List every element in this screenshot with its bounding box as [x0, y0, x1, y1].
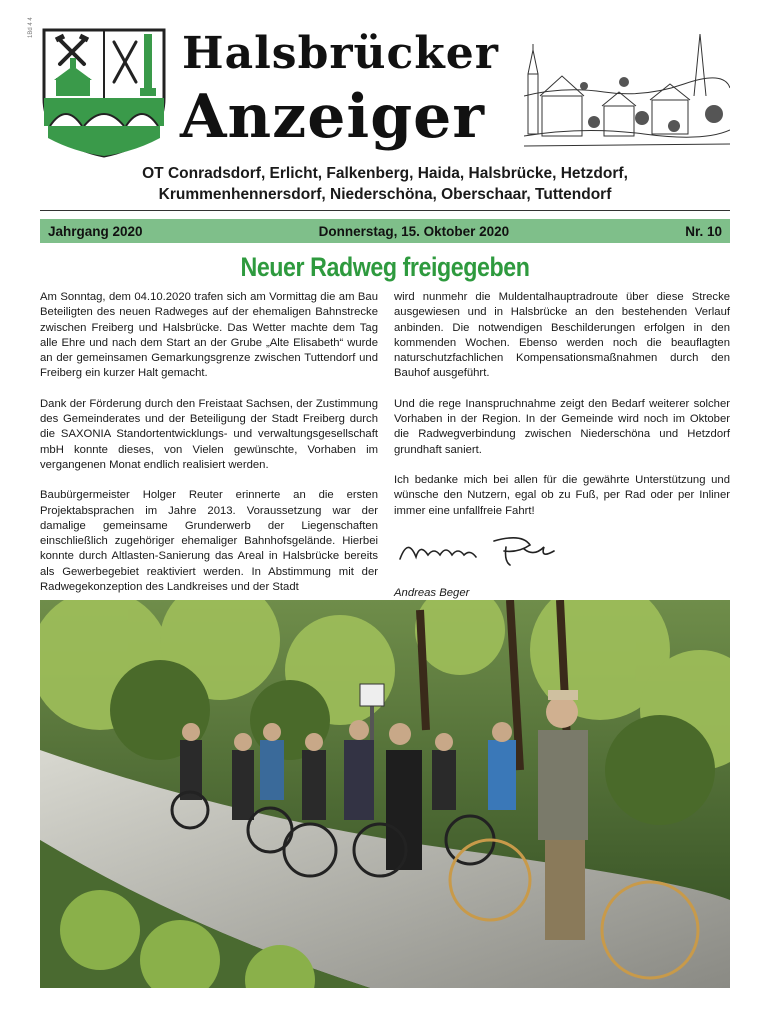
signer-name: Andreas Beger	[394, 587, 470, 600]
article-column-1	[40, 290, 378, 595]
article-column-2	[394, 290, 730, 614]
paragraph: Ich bedanke mich bei allen für die gewährte Unterstützung und wünsche den Nutzern, egal ob zu Fuß, per Rad oder per Inliner immer eine unfallfreie Fahrt!	[394, 473, 730, 517]
paragraph: Und die rege Inanspruchnahme zeigt den Bedarf weiterer solcher Vorhaben in der Region. In der Gemeinde wird noch im Oktober die Radwegverbindung zwischen Niederschöna und Hetzdorf grundhaft saniert.	[394, 397, 730, 456]
town-sketch-icon	[524, 26, 730, 158]
divider	[40, 210, 730, 211]
issue-number: Nr. 10	[685, 223, 722, 239]
paragraph: Dank der Förderung durch den Freistaat Sachsen, der Zustimmung des Gemeinderates und der Beteiligung der Stadt Freiberg durch die SAXONIA Standortentwicklungs- und verwaltungsgesellschaft mbH konnte dieses, von Vielen gewünschte, Vorhaben im vergangenen Monat endlich realisiert werden.	[40, 397, 378, 471]
newspaper-title	[176, 26, 516, 158]
paragraph: wird nunmehr die Muldentalhauptradroute über diese Strecke ausgewiesen und in Halsbrücke an den bestehenden Verlauf anbinden. Die notwendigen Beschilderungen erfolgen in den kommenden Wochen. Ebenso werden noch die beauflagten naturschutzfachlichen Kompensationsmaßnahmen durch den Bauhof ausgeführt.	[394, 291, 730, 380]
title-line-1: Halsbrücker	[182, 28, 499, 79]
issue-date: Donnerstag, 15. Oktober 2020	[318, 223, 510, 239]
group-of-cyclists-photo	[40, 600, 730, 988]
districts-line-1: OT Conradsdorf, Erlicht, Falkenberg, Haida, Halsbrücke, Hetzdorf,	[142, 165, 628, 182]
side-code: 1Bd 4 4	[28, 17, 34, 38]
districts-line-2: Krummenhennersdorf, Niederschöna, Oberschaar, Tuttendorf	[158, 186, 612, 203]
coat-of-arms-icon	[40, 26, 168, 158]
article-headline: Neuer Radweg freigegeben	[240, 252, 530, 282]
paragraph: Am Sonntag, dem 04.10.2020 trafen sich am Vormittag die am Bau Beteiligten des neuen Radweges auf der ehemaligen Bahnstrecke zwischen Freiberg und Halsbrücke. Das Wetter machte dem Tag alle Ehre und nach dem Start an der Grube „Alte Elisabeth“ wurde an der gemeinsamen Gemarkungsgrenze zwischen Tuttendorf und Freiberg ein kurzer Halt gemacht.	[40, 291, 378, 380]
paragraph: Baubürgermeister Holger Reuter erinnerte an die ersten Projektabsprachen im Jahre 2013. Voraussetzung war der damalige gemeinsame Grunderwerb der Liegenschaften einschließlich zugehöriger ehemaliger Bahnhofsgelände. Hierbei konnte durch Altlasten-Sanierung das Areal in Halsbrücke bereits als Gewerbegebiet reaktiviert werden. In Abstimmung mit der Radwegekonzeption des Landkreises und der Stadt	[40, 489, 378, 594]
masthead	[40, 26, 730, 158]
districts-list	[40, 163, 730, 205]
volume-label: Jahrgang 2020	[48, 223, 143, 239]
issue-info-bar	[40, 219, 730, 243]
handwritten-signature-icon	[394, 529, 564, 569]
title-line-2: Anzeiger	[180, 82, 485, 152]
